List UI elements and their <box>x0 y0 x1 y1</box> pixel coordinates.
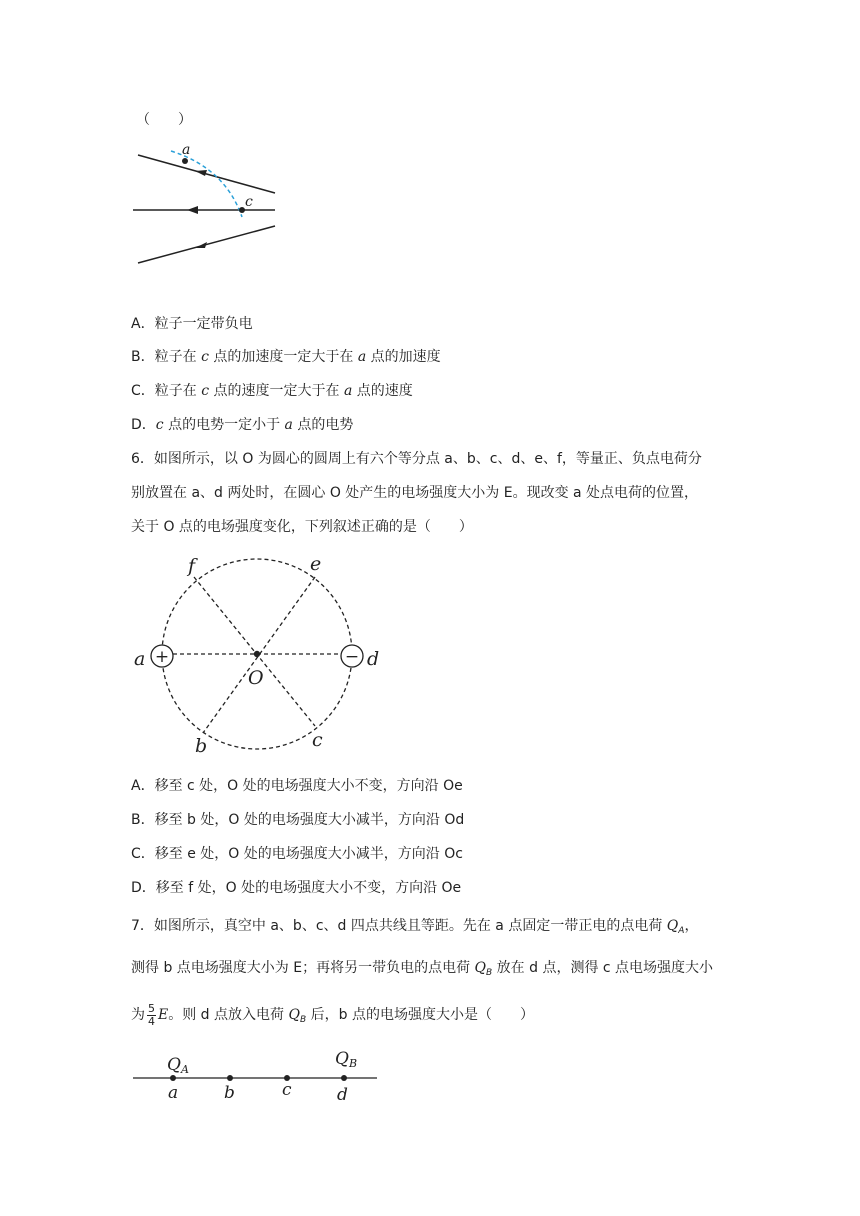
q5-answer-bracket: （ ） <box>136 112 192 128</box>
fraction-five-quarters: $\frac{5}{4}$ <box>148 1001 155 1028</box>
field-line-top <box>138 155 275 193</box>
q6-stem-line-2: 别放置在 a、d 两处时，在圆心 O 处产生的电场强度大小为 E。现改变 a 处点电荷的位置， <box>131 485 699 501</box>
q6-option-b: B．移至 b 处，O 处的电场强度大小减半，方向沿 Od <box>131 812 465 828</box>
label-d: d <box>337 1085 348 1105</box>
point-a <box>170 1075 176 1081</box>
label-f: f <box>188 555 196 577</box>
arrowhead-top <box>195 170 207 176</box>
label-a: a <box>182 142 191 158</box>
q7-line-figure <box>125 1045 385 1105</box>
minus-sign: − <box>344 647 360 667</box>
q5-option-b: B．粒子在 c 点的加速度一定大于在 a 点的加速度 <box>131 349 441 365</box>
q7-stem-line-2: 测得 b 点电场强度大小为 E；再将另一带负电的点电荷 $Q_B$ 放在 d 点，测得 c 点电场强度大小 <box>131 960 714 978</box>
q6-stem-line-1: 6．如图所示，以 O 为圆心的圆周上有六个等分点 a、b、c、d、e、f，等量正、负点电荷分 <box>131 451 702 467</box>
q6-option-d: D．移至 f 处，O 处的电场强度大小不变，方向沿 Oe <box>131 880 462 896</box>
label-d: d <box>367 648 380 670</box>
label-qa: QA <box>167 1055 189 1076</box>
q6-stem-line-3: 关于 O 点的电场强度变化，下列叙述正确的是（ ） <box>131 519 473 535</box>
field-line-bottom <box>138 226 275 263</box>
label-c: c <box>282 1080 292 1100</box>
q5-option-a: A．粒子一定带负电 <box>131 316 253 332</box>
q5-option-d: D．c 点的电势一定小于 a 点的电势 <box>131 417 354 433</box>
q7-stem-line-1: 7．如图所示，真空中 a、b、c、d 四点共线且等距。先在 a 点固定一带正电的点电荷 $Q_A$， <box>131 918 699 936</box>
q5-option-c: C．粒子在 c 点的速度一定大于在 a 点的速度 <box>131 383 413 399</box>
particle-trajectory <box>171 151 242 217</box>
label-a: a <box>168 1083 179 1103</box>
label-e: e <box>310 553 322 575</box>
label-c: c <box>312 729 323 751</box>
label-b: b <box>195 735 208 757</box>
point-b <box>227 1075 233 1081</box>
arrowhead-bottom <box>195 242 207 248</box>
plus-sign: + <box>154 647 170 667</box>
point-d <box>341 1075 347 1081</box>
q5-field-figure <box>125 138 285 273</box>
q6-option-c: C．移至 e 处，O 处的电场强度大小减半，方向沿 Oc <box>131 846 463 862</box>
label-O: O <box>248 667 264 689</box>
label-b: b <box>224 1083 235 1103</box>
q7-stem-line-3: 为 $\frac{5}{4}$ E。则 d 点放入电荷 $Q_B$ 后，b 点的电场强度大小是（ ） <box>131 1001 534 1028</box>
arrowhead-middle <box>187 206 198 214</box>
q6-option-a: A．移至 c 处，O 处的电场强度大小不变，方向沿 Oe <box>131 778 463 794</box>
label-qb: QB <box>335 1049 358 1070</box>
label-a: a <box>134 648 146 670</box>
diameter-fc <box>194 577 315 726</box>
label-c: c <box>245 194 253 210</box>
center-point <box>254 651 260 657</box>
q6-circle-figure <box>130 552 390 762</box>
point-a <box>182 158 188 164</box>
